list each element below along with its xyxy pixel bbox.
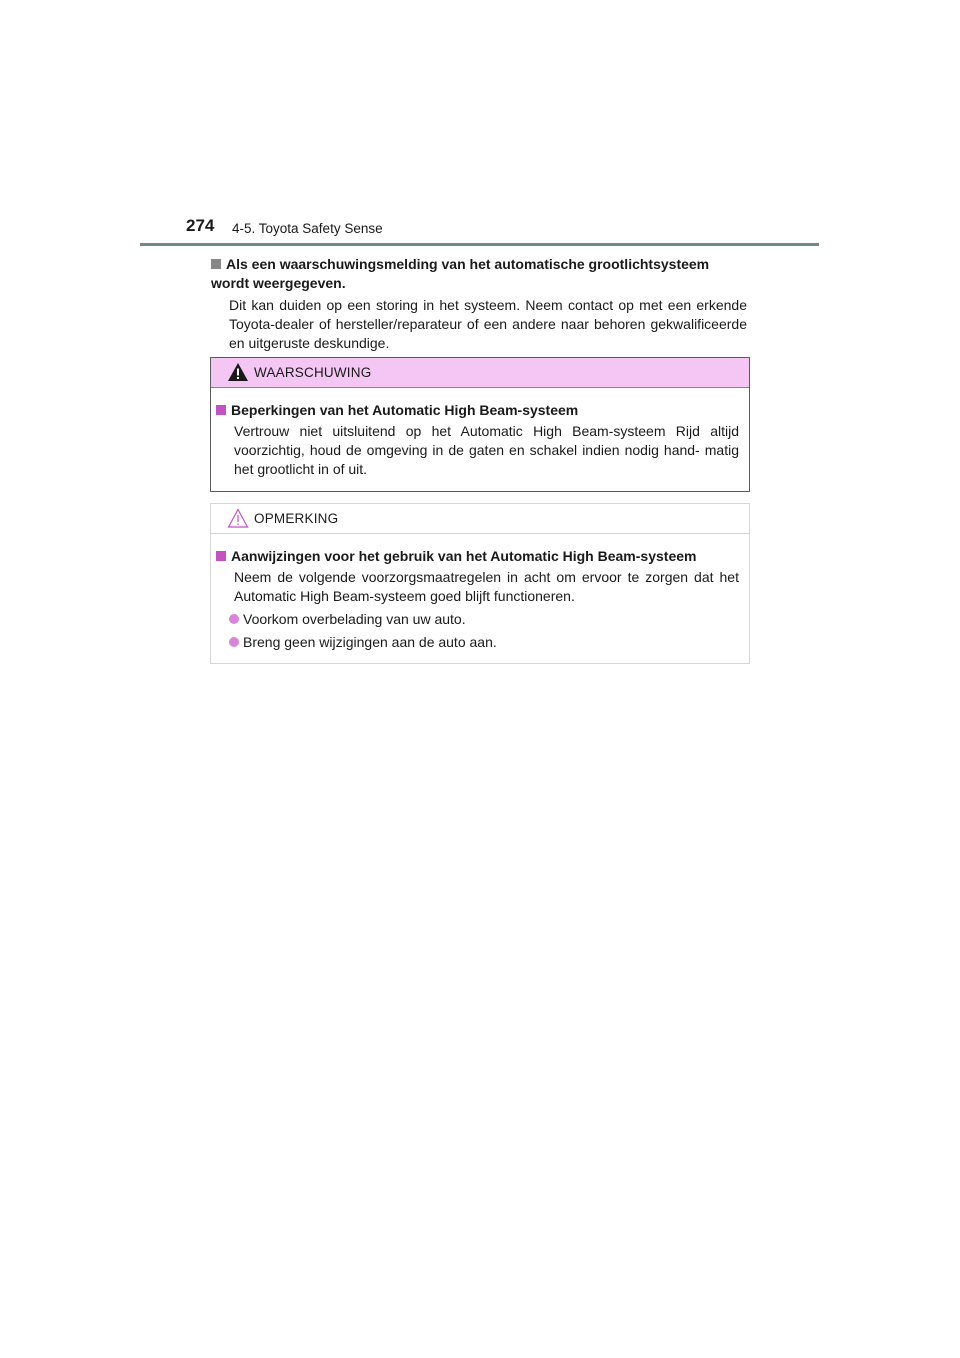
note-item-heading	[216, 547, 739, 566]
square-bullet-icon	[211, 259, 221, 269]
circle-bullet-icon	[229, 614, 239, 624]
warning-item-body: Vertrouw niet uitsluitend op het Automatic High Beam-systeem Rijd altijd voorzichtig, houd de omgeving in de gaten en schakel indien nodig hand- matig het grootlicht in of uit.	[234, 423, 739, 477]
topic-body: Dit kan duiden op een storing in het systeem. Neem contact op met een erkende Toyota-dealer of hersteller/reparateur of een andere naar behoren gekwalificeerde en uitgeruste deskundige.	[229, 297, 747, 351]
page-header	[186, 216, 806, 242]
warning-item-heading-text: Beperkingen van het Automatic High Beam-systeem	[231, 402, 579, 418]
page-number: 274	[186, 216, 215, 235]
square-bullet-icon	[216, 405, 226, 415]
note-bullet-item	[229, 633, 739, 652]
warning-box	[210, 357, 750, 492]
note-bullet-text: Voorkom overbelading van uw auto.	[243, 611, 466, 627]
warning-item-heading	[216, 401, 739, 420]
square-bullet-icon	[216, 551, 226, 561]
topic-heading	[211, 255, 747, 293]
note-item-heading-text: Aanwijzingen voor het gebruik van het Automatic High Beam-systeem	[231, 548, 697, 564]
warning-box-title: WAARSCHUWING	[254, 365, 372, 380]
circle-bullet-icon	[229, 637, 239, 647]
note-item-body: Neem de volgende voorzorgsmaatregelen in acht om ervoor te zorgen dat het Automatic High Beam-systeem goed blijft functioneren.	[234, 569, 739, 604]
warning-box-header	[211, 358, 749, 388]
warning-triangle-icon	[227, 362, 249, 382]
section-title: 4-5. Toyota Safety Sense	[232, 221, 383, 236]
note-box-title: OPMERKING	[254, 511, 339, 526]
note-bullet-item	[229, 610, 739, 629]
topic-heading-text: Als een waarschuwingsmelding van het automatische grootlichtsysteem wordt weergegeven.	[211, 256, 710, 291]
header-divider	[140, 243, 819, 246]
note-bullet-text: Breng geen wijzigingen aan de auto aan.	[243, 634, 497, 650]
caution-outline-triangle-icon	[227, 508, 249, 528]
note-box-header	[211, 504, 749, 534]
topic-warning-message	[211, 255, 747, 353]
note-box	[210, 503, 750, 664]
